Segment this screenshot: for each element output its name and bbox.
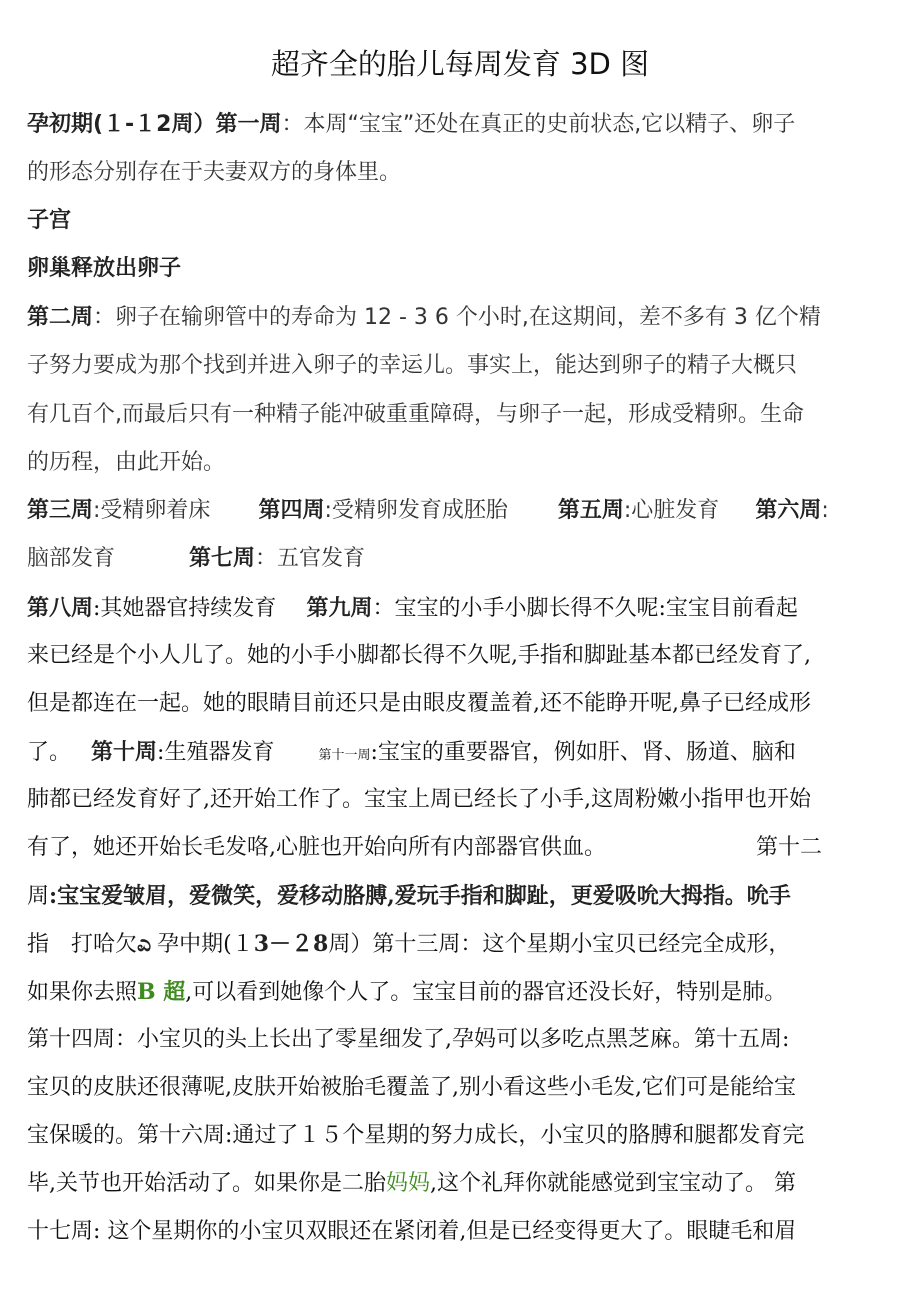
week2-line: 第二周：卵子在输卵管中的寿命为 12 - 3 6 个小时,在这期间，差不多有 3 亿个精 [27, 305, 821, 330]
week17-line: 十七周: 这个星期你的小宝贝双眼还在紧闭着,但是已经变得更大了。眼睫毛和眉 [27, 1219, 797, 1244]
week5-heading: 第五周 [557, 498, 624, 523]
uterus-label: 子宫 [27, 208, 72, 233]
week16-line: 宝保暖的。第十六周:通过了１５个星期的努力成长，小宝贝的胳膊和腿都发育完 [27, 1123, 805, 1148]
weeks10-11-line: 了。 第十周:生殖器发育 第十一周:宝宝的重要器官，例如肝、肾、肠道、脑和 [27, 739, 796, 765]
mom-link[interactable]: 妈妈 [386, 1171, 431, 1196]
week11-line-3: 有了，她还开始长毛发咯,心脏也开始向所有内部器官供血。 第十二 [27, 835, 823, 860]
week11-heading: 第十一周 [318, 748, 371, 763]
weeks6-7-line: 脑部发育 第七周：五官发育 [27, 546, 366, 571]
week2-line-3: 有几百个,而最后只有一种精子能冲破重重障碍，与卵子一起，形成受精卵。生命 [27, 402, 804, 427]
week13-line: 指 打哈欠ಎ 孕中期(１3－２8周）第十三周：这个星期小宝贝已经完全成形， [27, 931, 791, 957]
week3-heading: 第三周 [27, 498, 94, 523]
week15-line-2: 宝贝的皮肤还很薄呢,皮肤开始被胎毛覆盖了,别小看这些小毛发,它们可是能给宝 [27, 1075, 796, 1100]
week2-line-2: 子努力要成为那个找到并进入卵子的幸运儿。事实上，能达到卵子的精子大概只 [27, 353, 798, 378]
week16-line-2: 毕,关节也开始活动了。如果你是二胎妈妈,这个礼拜你就能感觉到宝宝动了。 第 [27, 1171, 797, 1196]
weeks14-15-line: 第十四周：小宝贝的头上长出了零星细发了,孕妈可以多吃点黑芝麻。第十五周: [27, 1027, 790, 1052]
week2-line-4: 的历程，由此开始。 [27, 450, 226, 475]
week9-line-2: 来已经是个小人儿了。她的小手小脚都长得不久呢,手指和脚趾基本都已经发育了, [27, 643, 811, 668]
week9-heading: 第九周 [306, 595, 373, 621]
week1-line-2: 的形态分别存在于夫妻双方的身体里。 [27, 160, 402, 185]
weeks3-6-line: 第三周:受精卵着床 第四周:受精卵发育成胚胎 第五周:心脏发育 第六周: [27, 498, 829, 523]
week8-heading: 第八周 [27, 595, 94, 621]
ovary-label: 卵巢释放出卵子 [27, 256, 182, 281]
document-title: 超齐全的胎儿每周发育 3D 图 [270, 47, 650, 81]
week1-line: 孕初期(１-１2周）第一周：本周“宝宝”还处在真正的史前状态,它以精子、卵子 [27, 112, 796, 137]
week13-line-2: 如果你去照B 超,可以看到她像个人了。宝宝目前的器官还没长好，特别是肺。 [27, 979, 787, 1005]
week12-line: 周:宝宝爱皱眉，爱微笑，爱移动胳膊,爱玩手指和脚趾，更爱吸吮大拇指。吮手 [27, 883, 791, 909]
week2-heading: 第二周 [27, 305, 94, 330]
week9-line-3: 但是都连在一起。她的眼睛目前还只是由眼皮覆盖着,还不能睁开呢,鼻子已经成形 [27, 691, 811, 716]
week6-heading: 第六周 [755, 498, 822, 523]
week4-heading: 第四周 [258, 498, 325, 523]
week10-heading: 第十周 [91, 739, 158, 765]
b-ultrasound-link[interactable]: B 超 [137, 979, 186, 1005]
first-trimester-heading: 孕初期(１-１2周）第一周 [27, 112, 282, 137]
week7-heading: 第七周 [189, 546, 256, 571]
week11-line-2: 肺都已经发育好了,还开始工作了。宝宝上周已经长了小手,这周粉嫩小指甲也开始 [27, 787, 811, 812]
week12-heading: 第十二 [756, 835, 823, 860]
weeks8-9-line: 第八周:其她器官持续发育 第九周：宝宝的小手小脚长得不久呢:宝宝目前看起 [27, 595, 798, 621]
yawn-glyph: ಎ [137, 931, 152, 957]
